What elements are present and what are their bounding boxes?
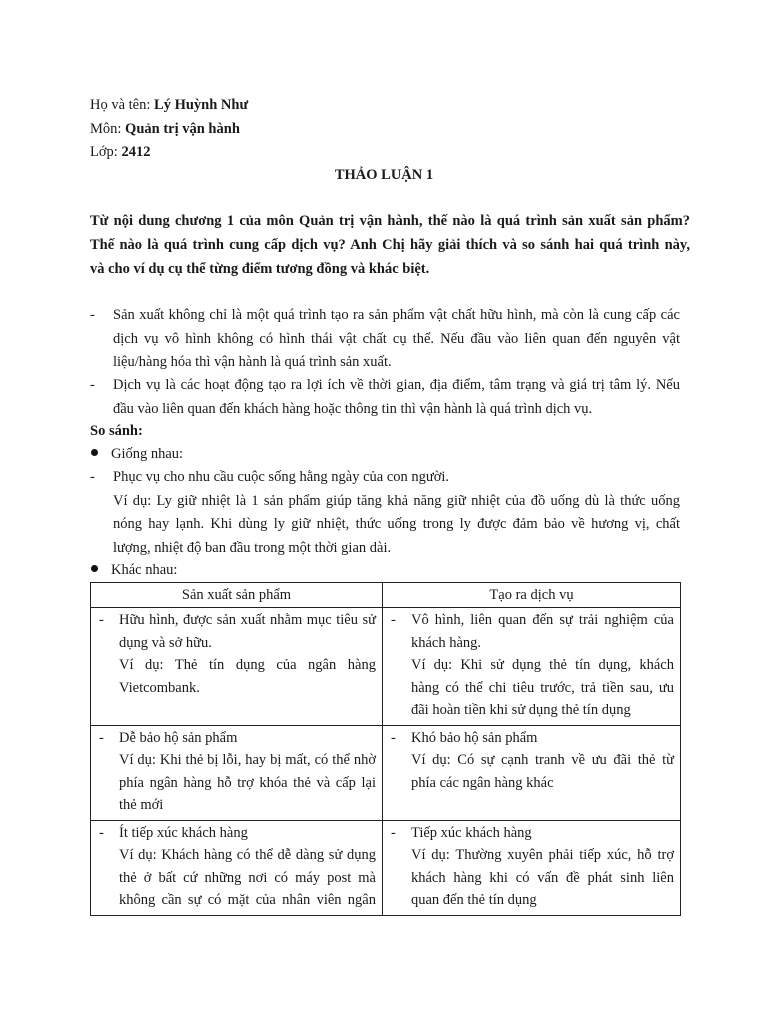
cell-line: Ví dụ: Khi thẻ bị lỗi, hay bị mất, có thể nhờ bbox=[119, 752, 376, 768]
cell-line: phía các ngân hàng khác bbox=[411, 774, 554, 791]
class-line bbox=[90, 142, 150, 162]
dash-marker: - bbox=[99, 612, 104, 628]
answer-line: Sản xuất không chỉ là một quá trình tạo ra sản phẩm vật chất hữu hình, mà còn là cung cấp các bbox=[113, 307, 680, 323]
compare-heading: So sánh: bbox=[90, 423, 143, 439]
cell-line: dụng và sở hữu. bbox=[119, 634, 212, 651]
cell-line: Vô hình, liên quan đến sự trải nghiệm của bbox=[411, 612, 674, 628]
table-cell bbox=[383, 820, 681, 915]
column-header-service: Tạo ra dịch vụ bbox=[383, 583, 681, 608]
cell-line: khách hàng. bbox=[411, 634, 482, 651]
similar-example-line: nóng hay lạnh. Khi dùng ly giữ nhiệt, thức uống trong ly được đảm bảo về hương vị, chất bbox=[113, 516, 680, 532]
cell-line: đãi hoàn tiền khi sử dụng thẻ tín dụng bbox=[411, 702, 631, 718]
different-heading-text: Khác nhau: bbox=[111, 562, 178, 578]
similar-point-text: Phục vụ cho nhu cầu cuộc sống hằng ngày của con người. bbox=[113, 469, 450, 485]
cell-line: phía ngân hàng hỗ trợ khóa thẻ và cấp lại bbox=[119, 774, 376, 791]
page-title: THẢO LUẬN 1 bbox=[334, 167, 434, 183]
similar-heading bbox=[90, 444, 183, 464]
cell-line: Vietcombank. bbox=[119, 679, 200, 696]
table-cell bbox=[91, 820, 383, 915]
student-name-label: Họ và tên: bbox=[90, 97, 155, 113]
student-name-value: Lý Huỳnh Như bbox=[154, 97, 249, 113]
different-heading bbox=[90, 560, 177, 580]
cell-line: quan đến thẻ tín dụng bbox=[411, 892, 537, 908]
dash-marker: - bbox=[90, 377, 95, 393]
question-line: Thế nào là quá trình cung cấp dịch vụ? Anh Chị hãy giải thích và so sánh hai quá trình này, bbox=[90, 237, 690, 253]
cell-line: Khó bảo hộ sản phẩm bbox=[411, 729, 538, 746]
answer-line: dịch vụ vô hình không có hình thái vật chất cụ thể. Nếu đầu vào liên quan đến nguyên vật bbox=[113, 330, 680, 347]
cell-line: Ví dụ: Thường xuyên phải tiếp xúc, hỗ trợ bbox=[411, 847, 674, 863]
cell-line: khách hàng khi có vấn đề phát sinh liên bbox=[411, 869, 674, 886]
bullet-dot-icon bbox=[91, 449, 98, 456]
class-value: 2412 bbox=[121, 144, 151, 160]
similar-example-line: Ví dụ: Ly giữ nhiệt là 1 sản phẩm giúp tăng khả năng giữ nhiệt của đồ uống dù là thức uống bbox=[113, 492, 680, 509]
answer-line: liệu/hàng hóa thì vận hành là quá trình sản xuất. bbox=[113, 354, 392, 370]
subject-value: Quản trị vận hành bbox=[125, 121, 240, 137]
subject-label: Môn: bbox=[90, 121, 126, 137]
dash-marker: - bbox=[90, 307, 95, 323]
dash-marker: - bbox=[391, 729, 396, 746]
cell-line: hàng có thể chi tiêu trước, trả tiền sau, ưu bbox=[411, 679, 674, 696]
table-header-row bbox=[91, 583, 681, 608]
table-cell bbox=[91, 725, 383, 820]
cell-line: Hữu hình, được sản xuất nhằm mục tiêu sử bbox=[119, 612, 376, 628]
table-row bbox=[91, 820, 681, 915]
cell-line: Ví dụ: Khi sử dụng thẻ tín dụng, khách bbox=[411, 657, 674, 673]
cell-line: không cần sự có mặt của nhân viên ngân bbox=[119, 892, 376, 908]
cell-line: thẻ ở bất cứ những nơi có máy post mà bbox=[119, 869, 376, 886]
question-line: Từ nội dung chương 1 của môn Quản trị vận hành, thế nào là quá trình sản xuất sản phẩm? bbox=[90, 213, 690, 229]
bullet-dot-icon bbox=[91, 565, 98, 572]
answer-line: Dịch vụ là các hoạt động tạo ra lợi ích về thời gian, địa điểm, tâm trạng và giá trị tâm lý. Nếu bbox=[113, 377, 680, 393]
cell-line: Ví dụ: Có sự cạnh tranh về ưu đãi thẻ từ bbox=[411, 752, 674, 768]
answer-production bbox=[90, 304, 680, 375]
cell-line: Tiếp xúc khách hàng bbox=[411, 824, 532, 841]
cell-line: Ví dụ: Khách hàng có thể dễ dàng sử dụng bbox=[119, 847, 376, 863]
subject-line bbox=[90, 119, 240, 139]
cell-line: thẻ mới bbox=[119, 797, 164, 813]
table-cell bbox=[383, 608, 681, 726]
cell-line: Ví dụ: Thẻ tín dụng của ngân hàng bbox=[119, 657, 376, 673]
answer-line: đầu vào liên quan đến khách hàng hoặc thông tin thì vận hành là quá trình dịch vụ. bbox=[113, 400, 593, 417]
answer-service bbox=[90, 374, 680, 421]
dash-marker: - bbox=[99, 729, 104, 746]
comparison-table bbox=[90, 582, 681, 916]
table-row bbox=[91, 608, 681, 726]
cell-line: Dễ bảo hộ sản phẩm bbox=[119, 729, 238, 746]
column-header-product: Sản xuất sản phẩm bbox=[91, 583, 383, 608]
class-label: Lớp: bbox=[90, 144, 122, 160]
dash-marker: - bbox=[99, 824, 104, 841]
question-line: và cho ví dụ cụ thể từng điểm tương đồng và khác biệt. bbox=[90, 261, 430, 277]
dash-marker: - bbox=[90, 469, 95, 485]
table-cell bbox=[91, 608, 383, 726]
discussion-question bbox=[90, 209, 690, 281]
dash-marker: - bbox=[391, 612, 396, 628]
cell-line: Ít tiếp xúc khách hàng bbox=[119, 824, 248, 841]
similar-point bbox=[90, 466, 680, 560]
table-row bbox=[91, 725, 681, 820]
table-cell bbox=[383, 725, 681, 820]
dash-marker: - bbox=[391, 824, 396, 841]
student-name-line bbox=[90, 95, 248, 115]
similar-heading-text: Giống nhau: bbox=[111, 446, 184, 462]
similar-example-line: lượng, nhiệt độ ban đầu trong một thời gian dài. bbox=[113, 539, 392, 556]
